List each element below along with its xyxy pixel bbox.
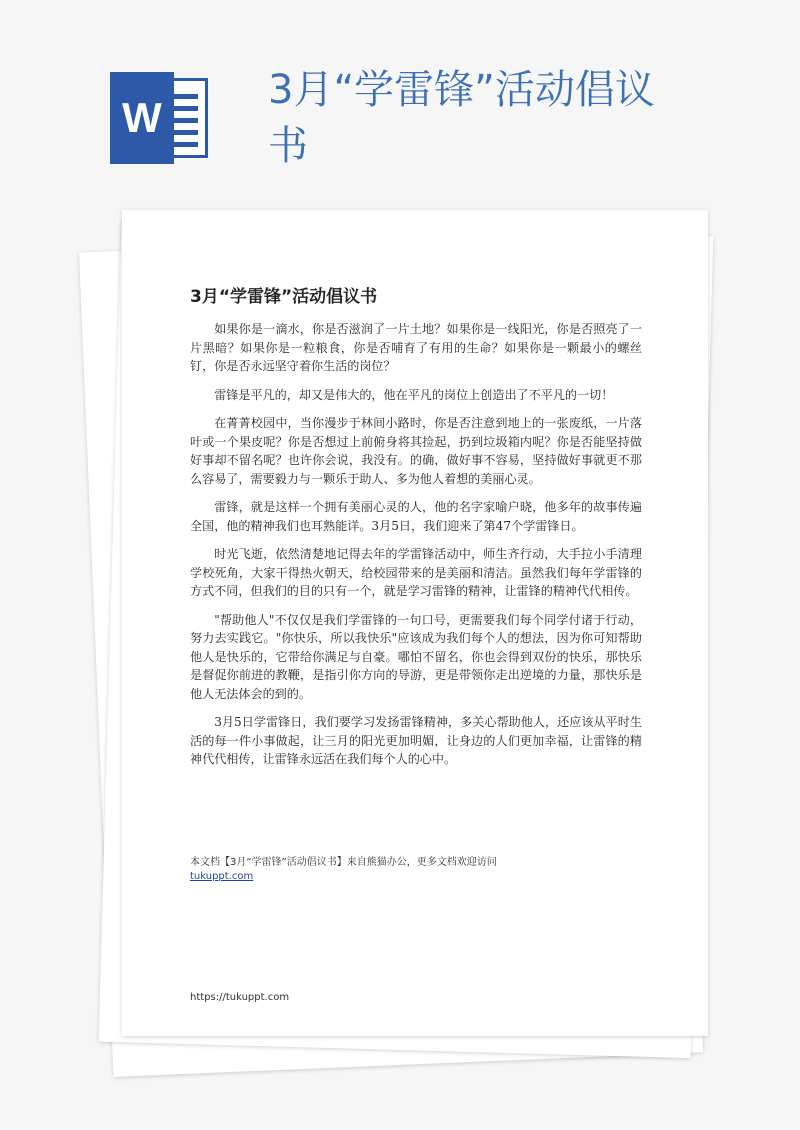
paragraph: 时光飞逝，依然清楚地记得去年的学雷锋活动中，师生齐行动，大手拉小手清理学校死角，大家干得热火朝天，给校园带来的是美丽和清洁。虽然我们每年学雷锋的方式不同，但我们的目的只有一个，就是学习雷锋的精神，让雷锋的精神代代相传。 [190, 547, 642, 598]
word-icon [110, 72, 210, 164]
source-note [190, 856, 660, 884]
paragraph: 如果你是一滴水，你是否滋润了一片土地？如果你是一线阳光，你是否照亮了一片黑暗？如果你是一粒粮食，你是否哺育了有用的生命？如果你是一颗最小的螺丝钉，你是否永远坚守着你生活的岗位？ [190, 322, 642, 373]
paragraph: 雷锋是平凡的，却又是伟大的，他在平凡的岗位上创造出了不平凡的一切！ [214, 387, 614, 402]
paragraph: 在菁菁校园中，当你漫步于林间小路时，你是否注意到地上的一张废纸，一片落叶或一个果皮呢？你是否想过上前俯身将其捡起，扔到垃圾箱内呢？你是否能坚持做好事却不留名呢？也许你会说，我没有。的确，做好事不容易，坚持做好事就更不那么容易了，需要毅力与一颗乐于助人、多为他人着想的美丽心灵。 [190, 416, 642, 486]
document-title: 3月“学雷锋”活动倡议书 [190, 287, 378, 307]
paragraph: 雷锋，就是这样一个拥有美丽心灵的人，他的名字家喻户晓，他多年的故事传遍全国，他的精神我们也耳熟能详。3月5日，我们迎来了第47个学雷锋日。 [190, 500, 642, 533]
document-body [190, 320, 642, 779]
page-title: 3月“学雷锋”活动倡议书 [268, 67, 655, 169]
source-note-text: 本文档【3月“学雷锋”活动倡议书】来自熊猫办公，更多文档欢迎访问 [190, 857, 497, 868]
paragraph: "帮助他人"不仅仅是我们学雷锋的一句口号，更需要我们每个同学付诸于行动，努力去实践它。"你快乐，所以我快乐"应该成为我们每个人的想法，因为你可知帮助他人是快乐的，它带给你满足与自豪。哪怕不留名，你也会得到双份的快乐，那快乐是督促你前进的教鞭，是指引你方向的导游，更是带领你走出逆境的力量，那快乐是他人无法体会的到的。 [190, 612, 642, 701]
paragraph: 3月5日学雷锋日，我们要学习发扬雷锋精神，多关心帮助他人，还应该从平时生活的每一件小事做起，让三月的阳光更加明媚，让身边的人们更加幸福，让雷锋的精神代代相传，让雷锋永远活在我们每个人的心中。 [190, 715, 642, 766]
document-page [122, 210, 708, 1036]
word-logo-tile [110, 72, 174, 164]
source-link[interactable]: tukuppt.com [190, 871, 254, 882]
word-logo-letter: W [122, 94, 162, 141]
page-footer-url: https://tukuppt.com [190, 992, 290, 1003]
